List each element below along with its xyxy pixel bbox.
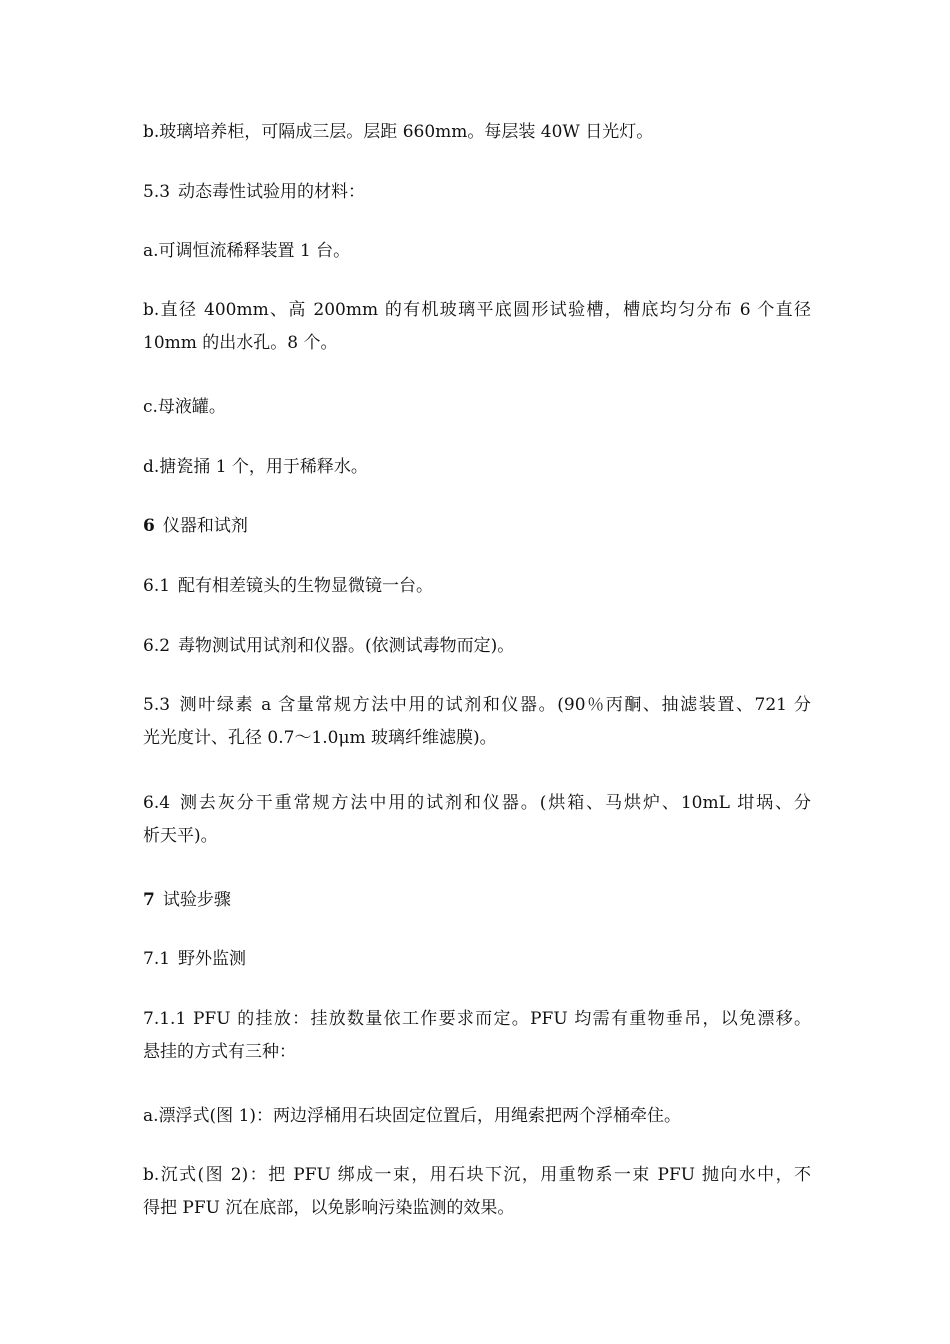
paragraph-line: 析天平)。 bbox=[143, 826, 218, 846]
section-text: 配有相差镜头的生物显微镜一台。 bbox=[178, 576, 434, 596]
paragraph-line: a.漂浮式(图 1)：两边浮桶用石块固定位置后，用绳索把两个浮桶牵住。 bbox=[143, 1106, 682, 1126]
section-6-4 bbox=[143, 787, 811, 853]
section-title: 动态毒性试验用的材料： bbox=[178, 182, 366, 202]
section-5-3-heading bbox=[143, 176, 811, 209]
section-7-heading bbox=[143, 884, 811, 917]
paragraph-line: b.玻璃培养柜，可隔成三层。层距 660mm。每层装 40W 日光灯。 bbox=[143, 122, 654, 142]
section-title: 野外监测 bbox=[178, 949, 247, 969]
paragraph-line: 光光度计、孔径 0.7～1.0μm 玻璃纤维滤膜)。 bbox=[143, 728, 497, 748]
section-number: 7 bbox=[143, 890, 155, 910]
paragraph-line: a.可调恒流稀释装置 1 台。 bbox=[143, 241, 351, 261]
paragraph-enamel-bucket bbox=[143, 451, 811, 484]
paragraph-mother-tank bbox=[143, 391, 811, 424]
section-number: 6.1 bbox=[143, 576, 171, 596]
paragraph-floating-type bbox=[143, 1100, 811, 1133]
section-number: 6.2 bbox=[143, 636, 171, 656]
paragraph-line: b.直径 400mm、高 200mm 的有机玻璃平底圆形试验槽，槽底均匀分布 6 个直径 bbox=[143, 300, 811, 320]
paragraph-test-tank bbox=[143, 294, 811, 360]
section-title: 试验步骤 bbox=[162, 890, 231, 910]
section-number: 6 bbox=[143, 516, 155, 536]
section-7-1-1 bbox=[143, 1003, 811, 1069]
paragraph-sinking-type bbox=[143, 1159, 811, 1225]
paragraph-line: c.母液罐。 bbox=[143, 397, 226, 417]
section-6-1 bbox=[143, 570, 811, 603]
section-text: 毒物测试用试剂和仪器。(依测试毒物而定)。 bbox=[178, 636, 515, 656]
paragraph-glass-cabinet bbox=[143, 116, 811, 149]
section-7-1 bbox=[143, 943, 811, 976]
section-text: 测去灰分干重常规方法中用的试剂和仪器。(烘箱、马烘炉、10mL 坩埚、分 bbox=[178, 793, 811, 813]
paragraph-line: b.沉式(图 2)：把 PFU 绑成一束，用石块下沉，用重物系一束 PFU 抛向水中，不 bbox=[143, 1165, 811, 1185]
section-text: 测叶绿素 a 含量常规方法中用的试剂和仪器。(90％丙酮、抽滤装置、721 分 bbox=[178, 695, 811, 715]
section-number: 5.3 bbox=[143, 695, 171, 715]
section-number: 6.4 bbox=[143, 793, 171, 813]
section-6-heading bbox=[143, 510, 811, 543]
section-number: 5.3 bbox=[143, 182, 171, 202]
section-5-3-chlorophyll bbox=[143, 689, 811, 755]
paragraph-line: 10mm 的出水孔。8 个。 bbox=[143, 333, 338, 353]
paragraph-line: 悬挂的方式有三种： bbox=[143, 1042, 296, 1062]
paragraph-line: d.搪瓷捅 1 个，用于稀释水。 bbox=[143, 457, 368, 477]
paragraph-line: 7.1.1 PFU 的挂放：挂放数量依工作要求而定。PFU 均需有重物垂吊，以免漂移。 bbox=[143, 1009, 811, 1029]
section-title: 仪器和试剂 bbox=[162, 516, 248, 536]
paragraph-dilution-device bbox=[143, 235, 811, 268]
section-6-2 bbox=[143, 630, 811, 663]
section-number: 7.1 bbox=[143, 949, 171, 969]
paragraph-line: 得把 PFU 沉在底部，以免影响污染监测的效果。 bbox=[143, 1198, 515, 1218]
